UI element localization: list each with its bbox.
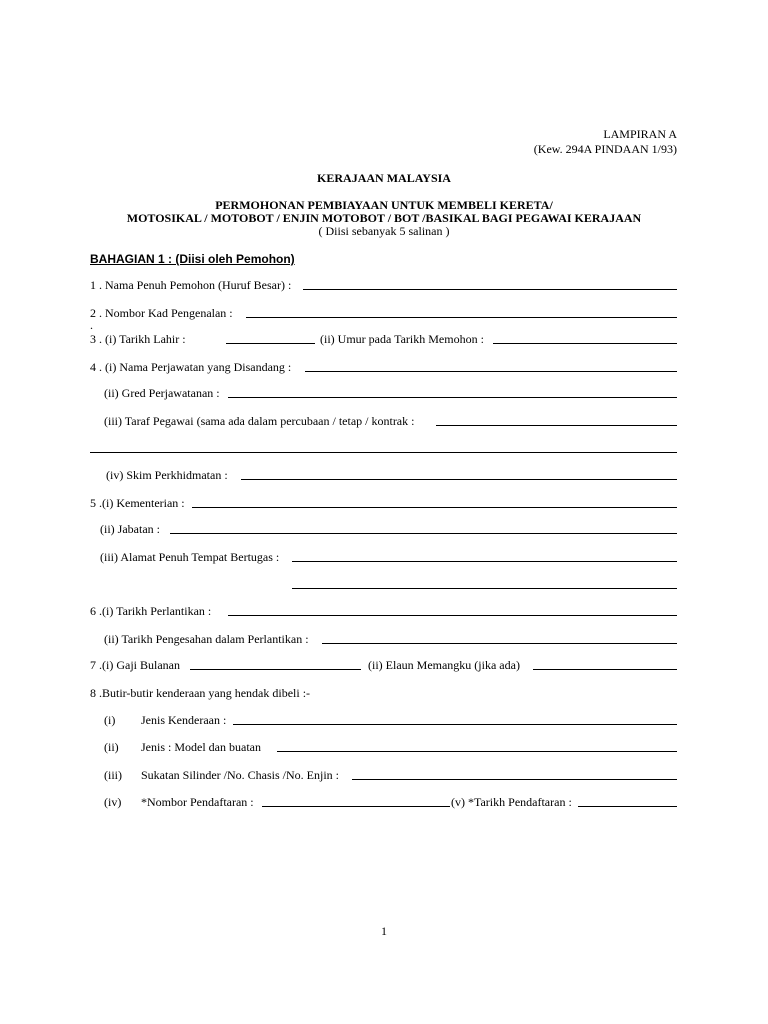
label-umur: (ii) Umur pada Tarikh Memohon : (320, 332, 484, 346)
field-tarikh-lahir[interactable] (226, 343, 315, 344)
form-title-line-2: MOTOSIKAL / MOTOBOT / ENJIN MOTOBOT / BOT /BASIKAL BAGI PEGAWAI KERAJAAN (126, 211, 642, 225)
field-umur[interactable] (493, 343, 677, 344)
label-nama-penuh: 1 . Nama Penuh Pemohon (Huruf Besar) : (90, 278, 292, 292)
field-kementerian[interactable] (192, 507, 677, 508)
field-tarikh-pengesahan[interactable] (322, 643, 677, 644)
field-jenis-kenderaan[interactable] (233, 724, 677, 725)
label-nombor-pendaftaran: *Nombor Pendaftaran : (141, 795, 254, 809)
label-jabatan: (ii) Jabatan : (100, 522, 160, 536)
item-number-iii: (iii) (104, 768, 122, 782)
label-model-buatan: Jenis : Model dan buatan (141, 740, 261, 754)
section-title: BAHAGIAN 1 : (Diisi oleh Pemohon) (90, 252, 295, 266)
page-number: 1 (381, 924, 387, 938)
item-number-ii: (ii) (104, 740, 119, 754)
field-gred[interactable] (228, 397, 677, 398)
field-nama-perjawatan[interactable] (305, 371, 677, 372)
field-tarikh-perlantikan[interactable] (228, 615, 677, 616)
item-number-iv: (iv) (104, 795, 122, 809)
label-jenis-kenderaan: Jenis Kenderaan : (141, 713, 227, 727)
field-sukatan-silinder[interactable] (352, 779, 677, 780)
label-tarikh-lahir: 3 . (i) Tarikh Lahir : (90, 332, 186, 346)
label-tarikh-perlantikan: 6 .(i) Tarikh Perlantikan : (90, 604, 212, 618)
government-heading: KERAJAAN MALAYSIA (317, 171, 451, 185)
field-model-buatan[interactable] (277, 751, 677, 752)
field-elaun[interactable] (533, 669, 677, 670)
field-nama-penuh[interactable] (303, 289, 677, 290)
label-gaji: 7 .(i) Gaji Bulanan (90, 658, 180, 672)
label-butir-kenderaan: 8 .Butir-butir kenderaan yang hendak dibeli :- (90, 686, 311, 700)
field-jabatan[interactable] (170, 533, 677, 534)
field-taraf-pegawai[interactable] (436, 425, 677, 426)
kew-reference: (Kew. 294A PINDAAN 1/93) (533, 142, 677, 156)
form-title-line-1: PERMOHONAN PEMBIAYAAN UNTUK MEMBELI KERETA/ (215, 198, 553, 212)
label-kad-pengenalan: 2 . Nombor Kad Pengenalan : (90, 306, 233, 320)
label-elaun: (ii) Elaun Memangku (jika ada) (368, 658, 520, 672)
field-kad-pengenalan[interactable] (246, 317, 677, 318)
field-nombor-pendaftaran[interactable] (262, 806, 450, 807)
field-skim[interactable] (241, 479, 677, 480)
stray-dot: . (90, 318, 93, 332)
label-sukatan-silinder: Sukatan Silinder /No. Chasis /No. Enjin : (141, 768, 339, 782)
label-nama-perjawatan: 4 . (i) Nama Perjawatan yang Disandang : (90, 360, 292, 374)
label-tarikh-pendaftaran: (v) *Tarikh Pendaftaran : (451, 795, 572, 809)
label-alamat: (iii) Alamat Penuh Tempat Bertugas : (100, 550, 280, 564)
label-skim: (iv) Skim Perkhidmatan : (106, 468, 228, 482)
lampiran-label: LAMPIRAN A (603, 127, 677, 141)
field-alamat[interactable] (292, 561, 677, 562)
field-gaji[interactable] (190, 669, 361, 670)
label-gred: (ii) Gred Perjawatanan : (104, 386, 220, 400)
label-kementerian: 5 .(i) Kementerian : (90, 496, 185, 510)
label-tarikh-pengesahan: (ii) Tarikh Pengesahan dalam Perlantikan : (104, 632, 309, 646)
field-tarikh-pendaftaran[interactable] (578, 806, 677, 807)
item-number-i: (i) (104, 713, 116, 727)
label-taraf-pegawai: (iii) Taraf Pegawai (sama ada dalam percubaan / tetap / kontrak : (104, 414, 415, 428)
copies-note: ( Diisi sebanyak 5 salinan ) (318, 224, 450, 238)
field-alamat-cont[interactable] (292, 588, 677, 589)
field-taraf-pegawai-cont[interactable] (90, 452, 677, 453)
